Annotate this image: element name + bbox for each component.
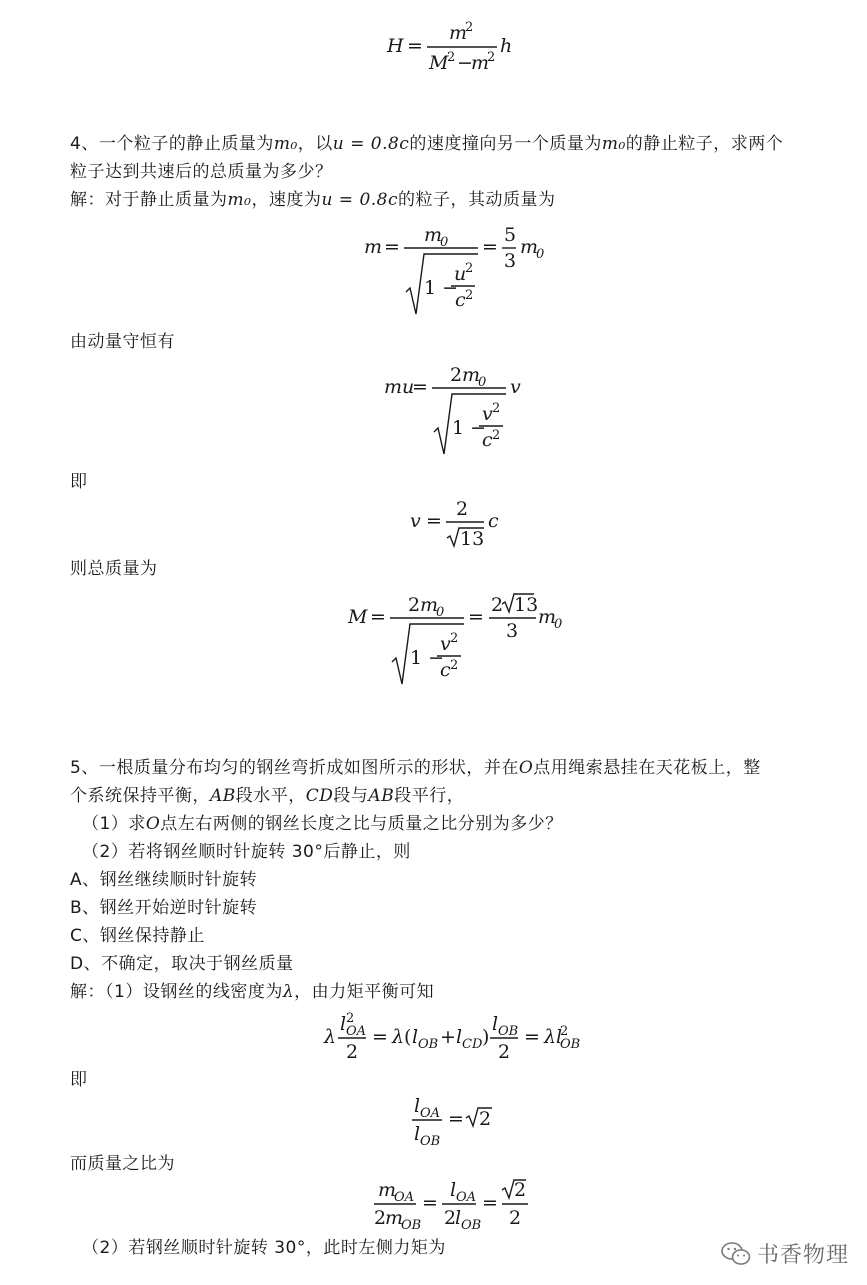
problem5-question-line1: 5、一根质量分布均匀的钢丝弯折成如图所示的形状，并在O点用绳索悬挂在天花板上，整 (70, 758, 761, 778)
problem5-question-line2: 个系统保持平衡，AB段水平，CD段与AB段平行， (70, 786, 465, 806)
svg-text:2: 2 (465, 261, 474, 276)
svg-text:2: 2 (492, 401, 501, 416)
equation-momentum (382, 362, 532, 466)
svg-text:CD: CD (462, 1037, 483, 1052)
problem5-option-a: A、钢丝继续顺时针旋转 (70, 870, 258, 890)
svg-text:1 −: 1 − (424, 277, 459, 299)
svg-text:0: 0 (536, 247, 545, 262)
svg-text:OA: OA (456, 1190, 477, 1205)
svg-text:2: 2 (465, 288, 474, 303)
svg-text:2: 2 (450, 631, 459, 646)
svg-text:λ: λ (392, 1026, 405, 1048)
svg-text:1 −: 1 − (410, 647, 445, 669)
problem4-text-ji: 即 (70, 472, 88, 492)
svg-text:2: 2 (560, 1024, 569, 1039)
svg-text:l: l (412, 1026, 419, 1048)
problem5-subquestion-1: （1）求O点左右两侧的钢丝长度之比与质量之比分别为多少？ (82, 814, 563, 834)
svg-text:2: 2 (479, 1108, 492, 1130)
svg-text:2: 2 (450, 658, 459, 673)
svg-text:l: l (414, 1095, 421, 1117)
svg-text:=: = (482, 1192, 498, 1214)
watermark (721, 1238, 849, 1269)
svg-text:=: = (407, 35, 423, 57)
problem4-solution-intro: 解：对于静止质量为m₀，速度为u = 0.8c的粒子，其动质量为 (70, 190, 556, 210)
svg-text:13: 13 (460, 528, 485, 550)
svg-text:+: + (440, 1026, 456, 1048)
svg-text:λl: λl (544, 1026, 563, 1048)
svg-text:2: 2 (408, 594, 421, 616)
svg-text:2: 2 (346, 1041, 359, 1063)
svg-text:m: m (424, 224, 443, 246)
problem5-option-c: C、钢丝保持静止 (70, 926, 205, 946)
svg-text:m: m (538, 606, 557, 628)
svg-text:v: v (510, 376, 521, 398)
svg-text:2: 2 (509, 1207, 522, 1229)
svg-text:=: = (468, 606, 484, 628)
problem4-question-line2: 粒子达到共速后的总质量为多少？ (70, 162, 333, 182)
svg-text:l: l (456, 1026, 463, 1048)
svg-text:=: = (482, 236, 498, 258)
svg-text:OB: OB (401, 1218, 422, 1233)
svg-text:): ) (482, 1026, 490, 1048)
svg-text:M: M (429, 52, 449, 74)
svg-text:−: − (457, 52, 473, 74)
svg-text:0: 0 (440, 235, 449, 250)
svg-text:2: 2 (444, 1207, 457, 1229)
svg-text:OB: OB (418, 1037, 439, 1052)
svg-text:2: 2 (491, 594, 504, 616)
svg-text:2: 2 (498, 1041, 511, 1063)
svg-text:2: 2 (450, 364, 463, 386)
svg-text:m: m (471, 52, 490, 74)
svg-text:0: 0 (478, 375, 487, 390)
top-equation (385, 22, 535, 86)
svg-text:H: H (387, 35, 404, 57)
svg-text:v: v (482, 403, 493, 425)
svg-text:l: l (414, 1123, 421, 1145)
svg-text:=: = (448, 1108, 464, 1130)
watermark-text: 书香物理 (756, 1243, 849, 1268)
svg-text:c: c (440, 659, 451, 681)
wechat-icon (721, 1241, 751, 1267)
svg-text:1 −: 1 − (452, 417, 487, 439)
svg-text:m: m (420, 594, 439, 616)
svg-text:3: 3 (506, 620, 519, 642)
svg-text:l: l (450, 1179, 457, 1201)
svg-text:(: ( (404, 1026, 412, 1048)
svg-text:=: = (372, 1026, 388, 1048)
svg-text:OA: OA (346, 1024, 367, 1039)
svg-text:=: = (422, 1192, 438, 1214)
svg-text:m: m (378, 1179, 397, 1201)
svg-text:2: 2 (456, 498, 469, 520)
svg-text:=: = (426, 510, 442, 532)
svg-text:2: 2 (492, 428, 501, 443)
svg-text:u: u (454, 263, 467, 285)
problem5-option-d: D、不确定，取决于钢丝质量 (70, 954, 294, 974)
svg-text:2: 2 (487, 50, 496, 65)
svg-text:=: = (412, 376, 428, 398)
equation-length-ratio (410, 1092, 500, 1156)
svg-text:c: c (455, 289, 466, 311)
equation-h-formula (385, 22, 535, 82)
problem5-solution-intro: 解：（1）设钢丝的线密度为λ，由力矩平衡可知 (70, 982, 435, 1002)
problem4-question-line1: 4、一个粒子的静止质量为m₀，以u = 0.8c的速度撞向另一个质量为m₀的静止粒子，求两个 (70, 134, 784, 154)
svg-text:OB: OB (560, 1037, 581, 1052)
problem5-option-b: B、钢丝开始逆时针旋转 (70, 898, 258, 918)
svg-text:OB: OB (461, 1218, 482, 1233)
equation-velocity (408, 496, 498, 560)
svg-text:2: 2 (465, 20, 474, 35)
svg-text:3: 3 (504, 250, 517, 272)
svg-text:0: 0 (436, 605, 445, 620)
svg-text:0: 0 (554, 617, 563, 632)
problem5-subquestion-2: （2）若将钢丝顺时针旋转 30°后静止，则 (82, 842, 411, 862)
problem5-text-mass-ratio: 而质量之比为 (70, 1154, 175, 1174)
svg-text:=: = (370, 606, 386, 628)
svg-text:2: 2 (346, 1011, 355, 1026)
svg-text:m: m (462, 364, 481, 386)
svg-text:m: m (385, 1207, 404, 1229)
svg-text:m: m (520, 236, 539, 258)
equation-torque-balance (322, 1010, 582, 1074)
svg-text:2: 2 (514, 1179, 527, 1201)
svg-text:5: 5 (504, 224, 517, 246)
svg-text:OB: OB (498, 1024, 519, 1039)
problem4-text-total: 则总质量为 (70, 559, 158, 579)
svg-text:OA: OA (394, 1190, 415, 1205)
svg-text:λ: λ (324, 1026, 337, 1048)
svg-text:=: = (384, 236, 400, 258)
svg-text:m: m (364, 236, 383, 258)
svg-text:=: = (524, 1026, 540, 1048)
svg-text:h: h (500, 35, 513, 57)
problem4-text-momentum: 由动量守恒有 (70, 332, 175, 352)
svg-text:2: 2 (374, 1207, 387, 1229)
svg-text:v: v (410, 510, 421, 532)
svg-text:v: v (440, 633, 451, 655)
svg-text:OB: OB (420, 1134, 441, 1149)
svg-text:M: M (348, 606, 368, 628)
svg-text:l: l (492, 1013, 499, 1035)
equation-mass-ratio (372, 1176, 532, 1240)
equation-total-mass (346, 592, 561, 696)
svg-text:13: 13 (514, 594, 539, 616)
svg-text:c: c (488, 510, 499, 532)
svg-text:OA: OA (420, 1106, 441, 1121)
svg-text:mu: mu (384, 376, 415, 398)
svg-text:m: m (449, 22, 468, 44)
svg-text:l: l (455, 1207, 462, 1229)
svg-text:l: l (340, 1013, 347, 1035)
problem5-solution-part2: （2）若钢丝顺时针旋转 30°，此时左侧力矩为 (82, 1238, 446, 1258)
problem5-text-ji: 即 (70, 1070, 88, 1090)
svg-text:2: 2 (447, 50, 456, 65)
equation-relativistic-mass (362, 222, 552, 326)
svg-text:c: c (482, 429, 493, 451)
